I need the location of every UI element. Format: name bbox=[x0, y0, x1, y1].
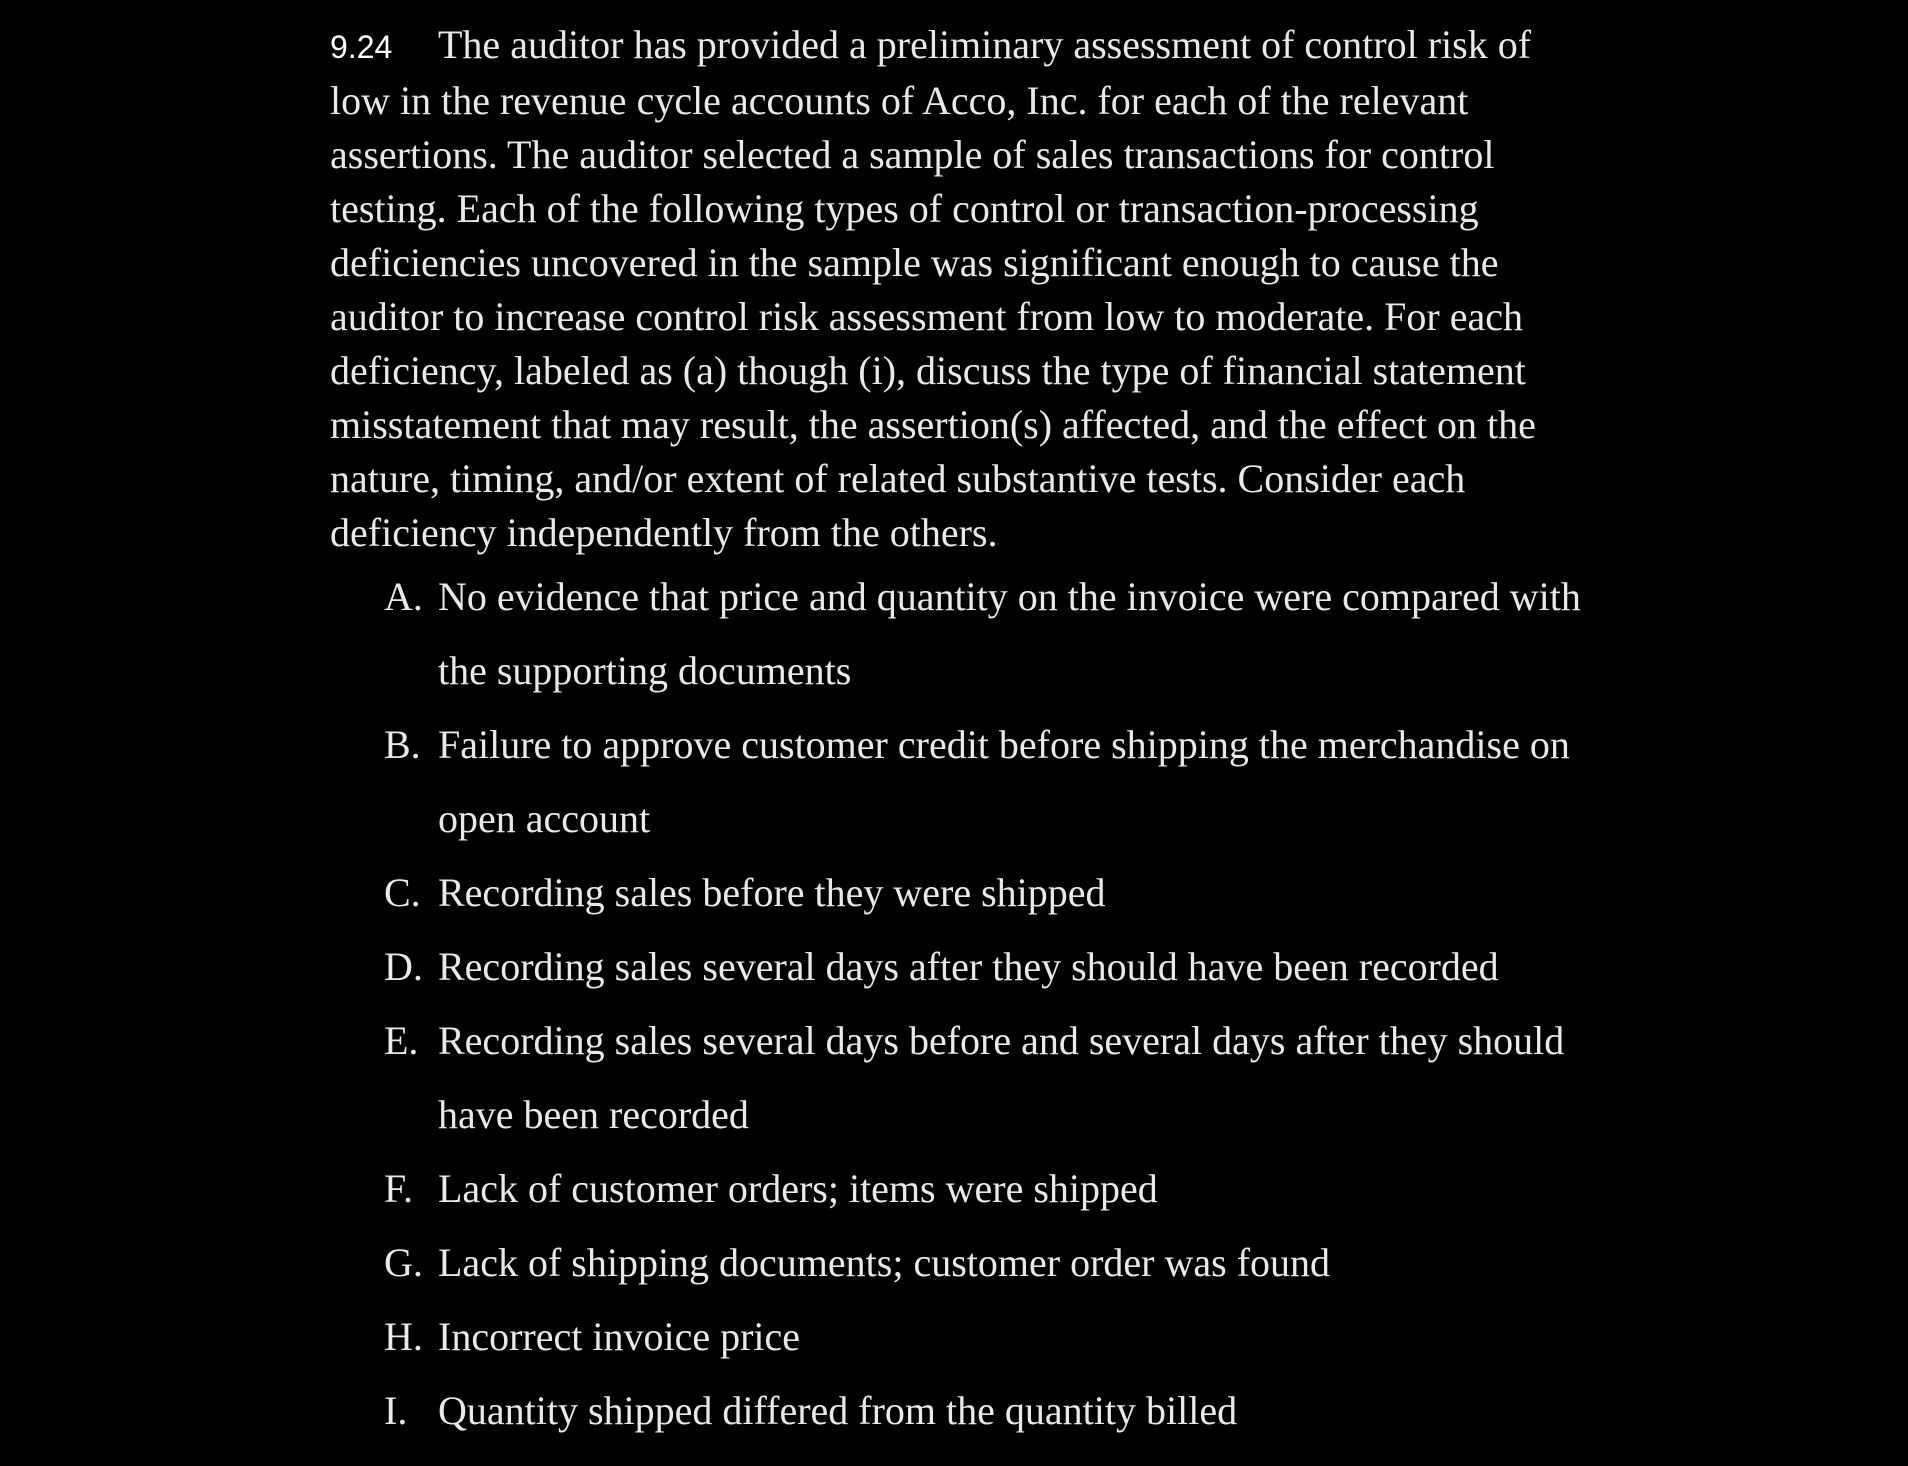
list-item-text: No evidence that price and quantity on the invoice were compared with the supporting documents bbox=[438, 574, 1581, 693]
list-item bbox=[330, 708, 1630, 856]
list-item-label: H. bbox=[384, 1314, 423, 1359]
problem-page bbox=[330, 18, 1630, 1448]
list-item bbox=[330, 1152, 1630, 1226]
list-item-label: G. bbox=[384, 1240, 423, 1285]
list-item-label: F. bbox=[384, 1166, 414, 1211]
list-item-label: A. bbox=[384, 574, 423, 619]
list-item bbox=[330, 856, 1630, 930]
list-item-label: C. bbox=[384, 870, 421, 915]
list-item bbox=[330, 1226, 1630, 1300]
list-item-text: Lack of customer orders; items were shipped bbox=[438, 1166, 1158, 1211]
list-item-text: Incorrect invoice price bbox=[438, 1314, 801, 1359]
list-item bbox=[330, 1300, 1630, 1374]
list-item-text: Lack of shipping documents; customer order was found bbox=[438, 1240, 1331, 1285]
list-item-label: B. bbox=[384, 722, 421, 767]
problem-intro-text: The auditor has provided a preliminary assessment of control risk of low in the revenue cycle accounts of Acco, Inc. for each of the relevant assertions. The auditor selected a sample of sales transactions for control testing. Each of the following types of control or transaction-processing deficiencies uncovered in the sample was significant enough to cause the auditor to increase control risk assessment from low to moderate. For each deficiency, labeled as (a) though (i), discuss the type of financial statement misstatement that may result, the assertion(s) affected, and the effect on the nature, timing, and/or extent of related substantive tests. Consider each deficiency independently from the others. bbox=[330, 22, 1536, 555]
problem-number: 9.24 bbox=[330, 29, 393, 65]
list-item-text: Recording sales several days before and several days after they should have been recorded bbox=[438, 1018, 1565, 1137]
list-item bbox=[330, 1374, 1630, 1448]
deficiency-list bbox=[330, 560, 1630, 1448]
problem-intro-paragraph bbox=[330, 18, 1578, 560]
list-item-text: Quantity shipped differed from the quantity billed bbox=[438, 1388, 1238, 1433]
list-item-text: Failure to approve customer credit before shipping the merchandise on open account bbox=[438, 722, 1570, 841]
list-item-text: Recording sales several days after they should have been recorded bbox=[438, 944, 1499, 989]
list-item bbox=[330, 930, 1630, 1004]
list-item-label: E. bbox=[384, 1018, 419, 1063]
list-item-label: I. bbox=[384, 1388, 408, 1433]
list-item bbox=[330, 560, 1630, 708]
list-item-label: D. bbox=[384, 944, 423, 989]
list-item bbox=[330, 1004, 1630, 1152]
list-item-text: Recording sales before they were shipped bbox=[438, 870, 1106, 915]
